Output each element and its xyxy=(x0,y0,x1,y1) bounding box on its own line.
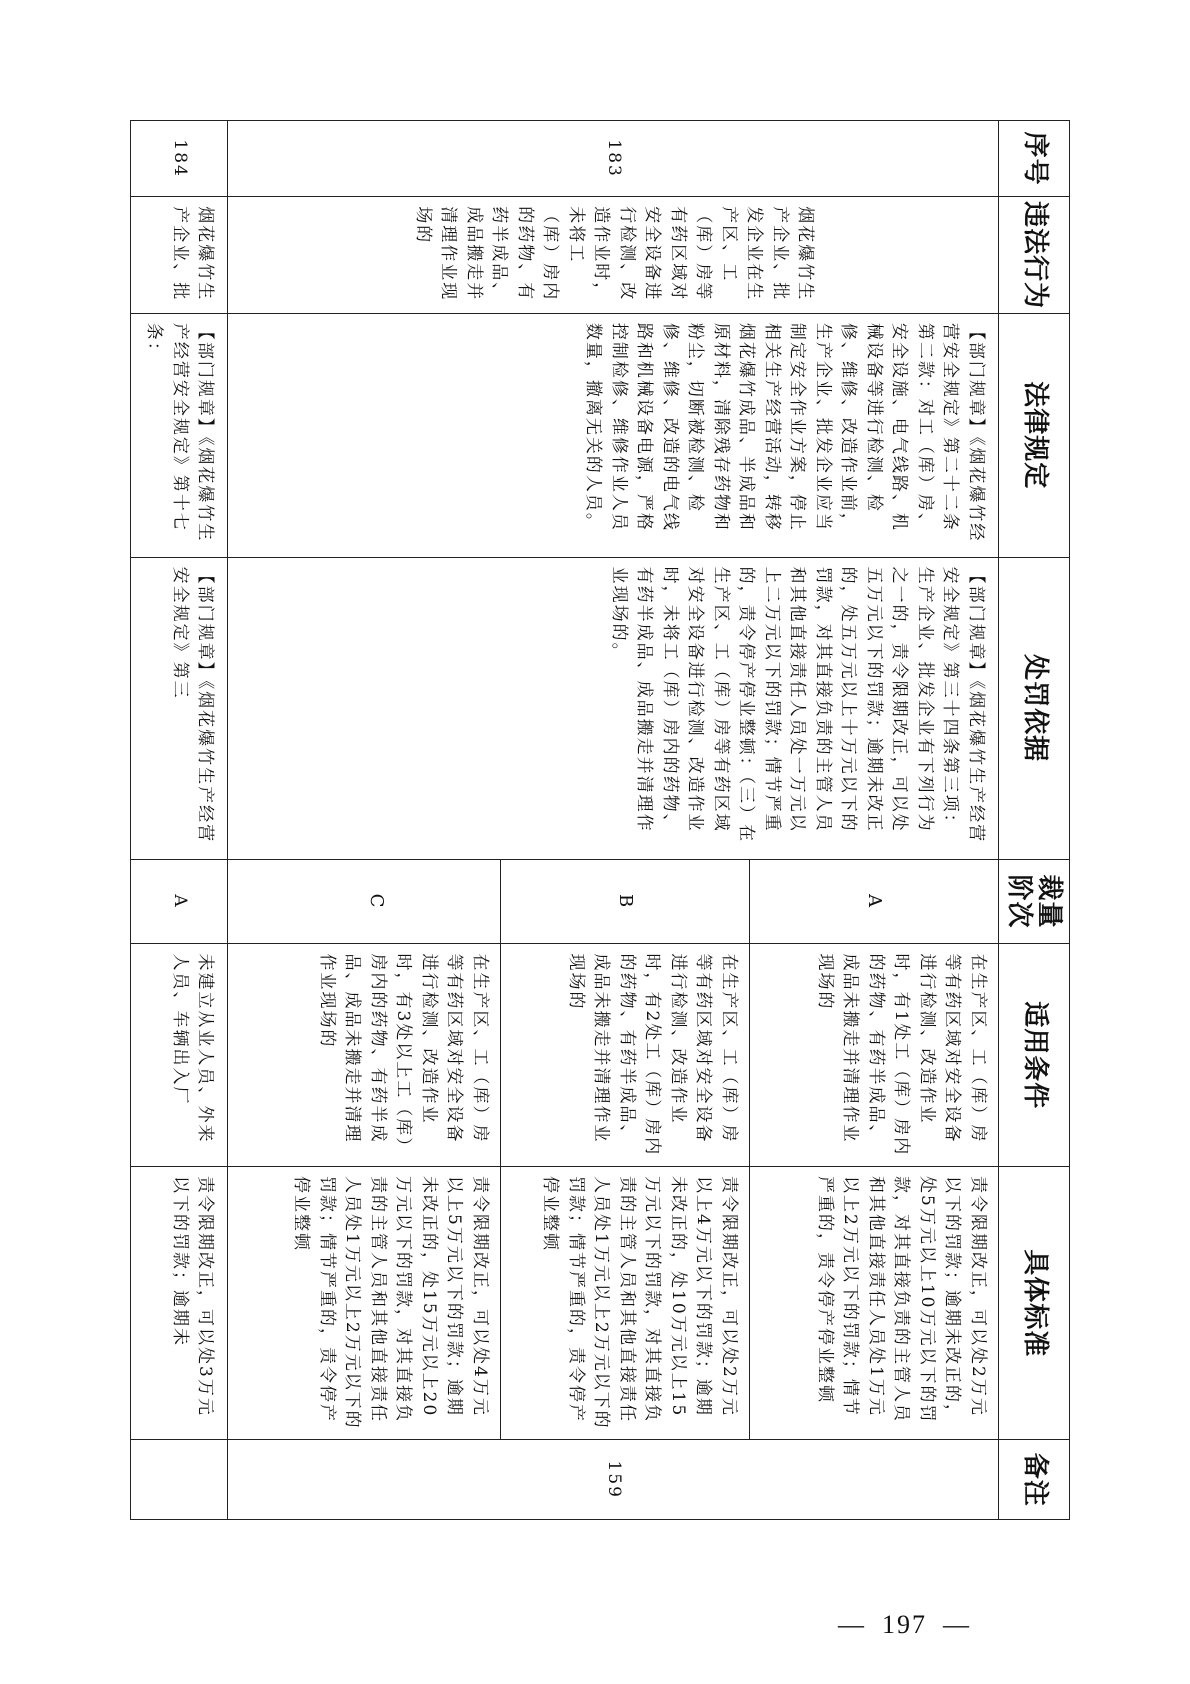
standard-b: 责令限期改正，可以处2万元以上4万元以下的罚款；逾期未改正的，处10万元以上15万元以下的罚款，对其直接负责的主管人员和其他直接责任人员处1万元以上2万元以下的罚款；情节严重的，责令停产停业整顿 xyxy=(540,1176,739,1430)
page-number-value: 197 xyxy=(882,1610,927,1639)
table-row xyxy=(131,121,229,1520)
seq-cell: 184 xyxy=(131,121,229,197)
header-tier xyxy=(999,859,1070,944)
note-cell xyxy=(131,1440,229,1520)
header-seq: 序号 xyxy=(999,121,1070,197)
condition-c: 在生产区、工（库）房等有药区域对安全设备进行检测、改造作业时，有3处以上工（库）房内的药物、有药半成品、成品未搬走并清理作业现场的 xyxy=(317,953,490,1157)
note-cell: 159 xyxy=(228,1440,999,1520)
cond-cell xyxy=(228,944,999,1167)
header-note: 备注 xyxy=(999,1440,1070,1520)
law-cell: 【部门规章】《烟花爆竹生产经营安全规定》第十七条： xyxy=(131,313,229,557)
tier-level-a: A xyxy=(131,859,229,944)
condition-b: 在生产区、工（库）房等有药区域对安全设备进行检测、改造作业时，有2处工（库）房内的药物、有药半成品、成品未搬走并清理作业现场的 xyxy=(566,953,739,1157)
tier-cell xyxy=(228,859,999,944)
tier-divider xyxy=(500,860,501,944)
std-cell xyxy=(228,1167,999,1440)
rotated-page xyxy=(130,120,1070,1520)
tier-divider xyxy=(749,860,750,944)
header-cond: 适用条件 xyxy=(999,944,1070,1167)
tier-divider xyxy=(749,944,750,1166)
penalty-table xyxy=(130,120,1070,1520)
basis-cell: 【部门规章】《烟花爆竹生产经营安全规定》第三十四条第三项：生产企业、批发企业有下列行为之一的，责令限期改正，可以处五万元以下的罚款；逾期未改正的，处五万元以上十万元以下的罚款，对其直接负责的主管人员和其他直接责任人员处一万元以上二万元以下的罚款；情节严重的，责令停产停业整顿：（三）在生产区、工（库）房等有药区域对安全设备进行检测、改造作业时，未将工（库）房内的药物、有药半成品、成品搬走并清理作业现场的。 xyxy=(228,557,999,859)
tier-level-b: B xyxy=(614,893,636,910)
header-act: 违法行为 xyxy=(999,197,1070,314)
standard-a: 责令限期改正，可以处2万元以下的罚款；逾期未改正的，处5万元以上10万元以下的罚款，对其直接负责的主管人员和其他直接责任人员处1万元以上2万元以下的罚款；情节严重的，责令停产停业整顿 xyxy=(815,1176,988,1424)
tier-divider xyxy=(749,1167,750,1439)
condition-a: 在生产区、工（库）房等有药区域对安全设备进行检测、改造作业时，有1处工（库）房内的药物、有药半成品、成品未搬走并清理作业现场的 xyxy=(815,953,988,1157)
act-cell: 烟花爆竹生产企业、批发企业在生产区、工（库）房等有药区域对安全设备进行检测、改造作业时，未将工（库）房内的药物、有药半成品、成品搬走并清理作业现场的 xyxy=(228,197,999,314)
header-basis: 处罚依据 xyxy=(999,557,1070,859)
act-cell: 烟花爆竹生产企业、批 xyxy=(131,197,229,314)
tier-level-c: C xyxy=(365,893,387,910)
page-number xyxy=(822,1610,987,1640)
tier-level-a: A xyxy=(863,894,885,910)
basis-cell: 【部门规章】《烟花爆竹生产经营安全规定》第三 xyxy=(131,557,229,859)
header-std: 具体标准 xyxy=(999,1167,1070,1440)
header-law: 法律规定 xyxy=(999,313,1070,557)
law-cell: 【部门规章】《烟花爆竹经营安全规定》第二十二条第二款：对工（库）房、安全设施、电气线路、机械设备等进行检测、检修、维修、改造作业前，生产企业、批发企业应当制定安全作业方案，停止相关生产经营活动，转移烟花爆竹成品、半成品和原材料，清除残存药物和粉尘，切断被检测、检修、维修、改造的电气线路和机械设备电源，严格控制检修、维修作业人员数量，撤离无关的人员。 xyxy=(228,313,999,557)
header-tier-line1: 裁量 xyxy=(1034,874,1064,929)
dash-left: — xyxy=(838,1610,866,1639)
tier-divider xyxy=(500,944,501,1166)
seq-cell: 183 xyxy=(228,121,999,197)
std-cell: 责令限期改正，可以处3万元以下的罚款；逾期未 xyxy=(131,1167,229,1440)
header-row xyxy=(999,121,1070,1520)
cond-cell: 未建立从业人员、外来人员、车辆出入厂 xyxy=(131,944,229,1167)
header-tier-line2: 阶次 xyxy=(1004,874,1034,929)
dash-right: — xyxy=(943,1610,971,1639)
standard-c: 责令限期改正，可以处4万元以上5万元以下的罚款；逾期未改正的，处15万元以上20万元以下的罚款，对其直接负责的主管人员和其他直接责任人员处1万元以上2万元以下的罚款；情节严重的，责令停产停业整顿 xyxy=(291,1176,490,1430)
tier-divider xyxy=(500,1167,501,1439)
table-row xyxy=(228,121,999,1520)
